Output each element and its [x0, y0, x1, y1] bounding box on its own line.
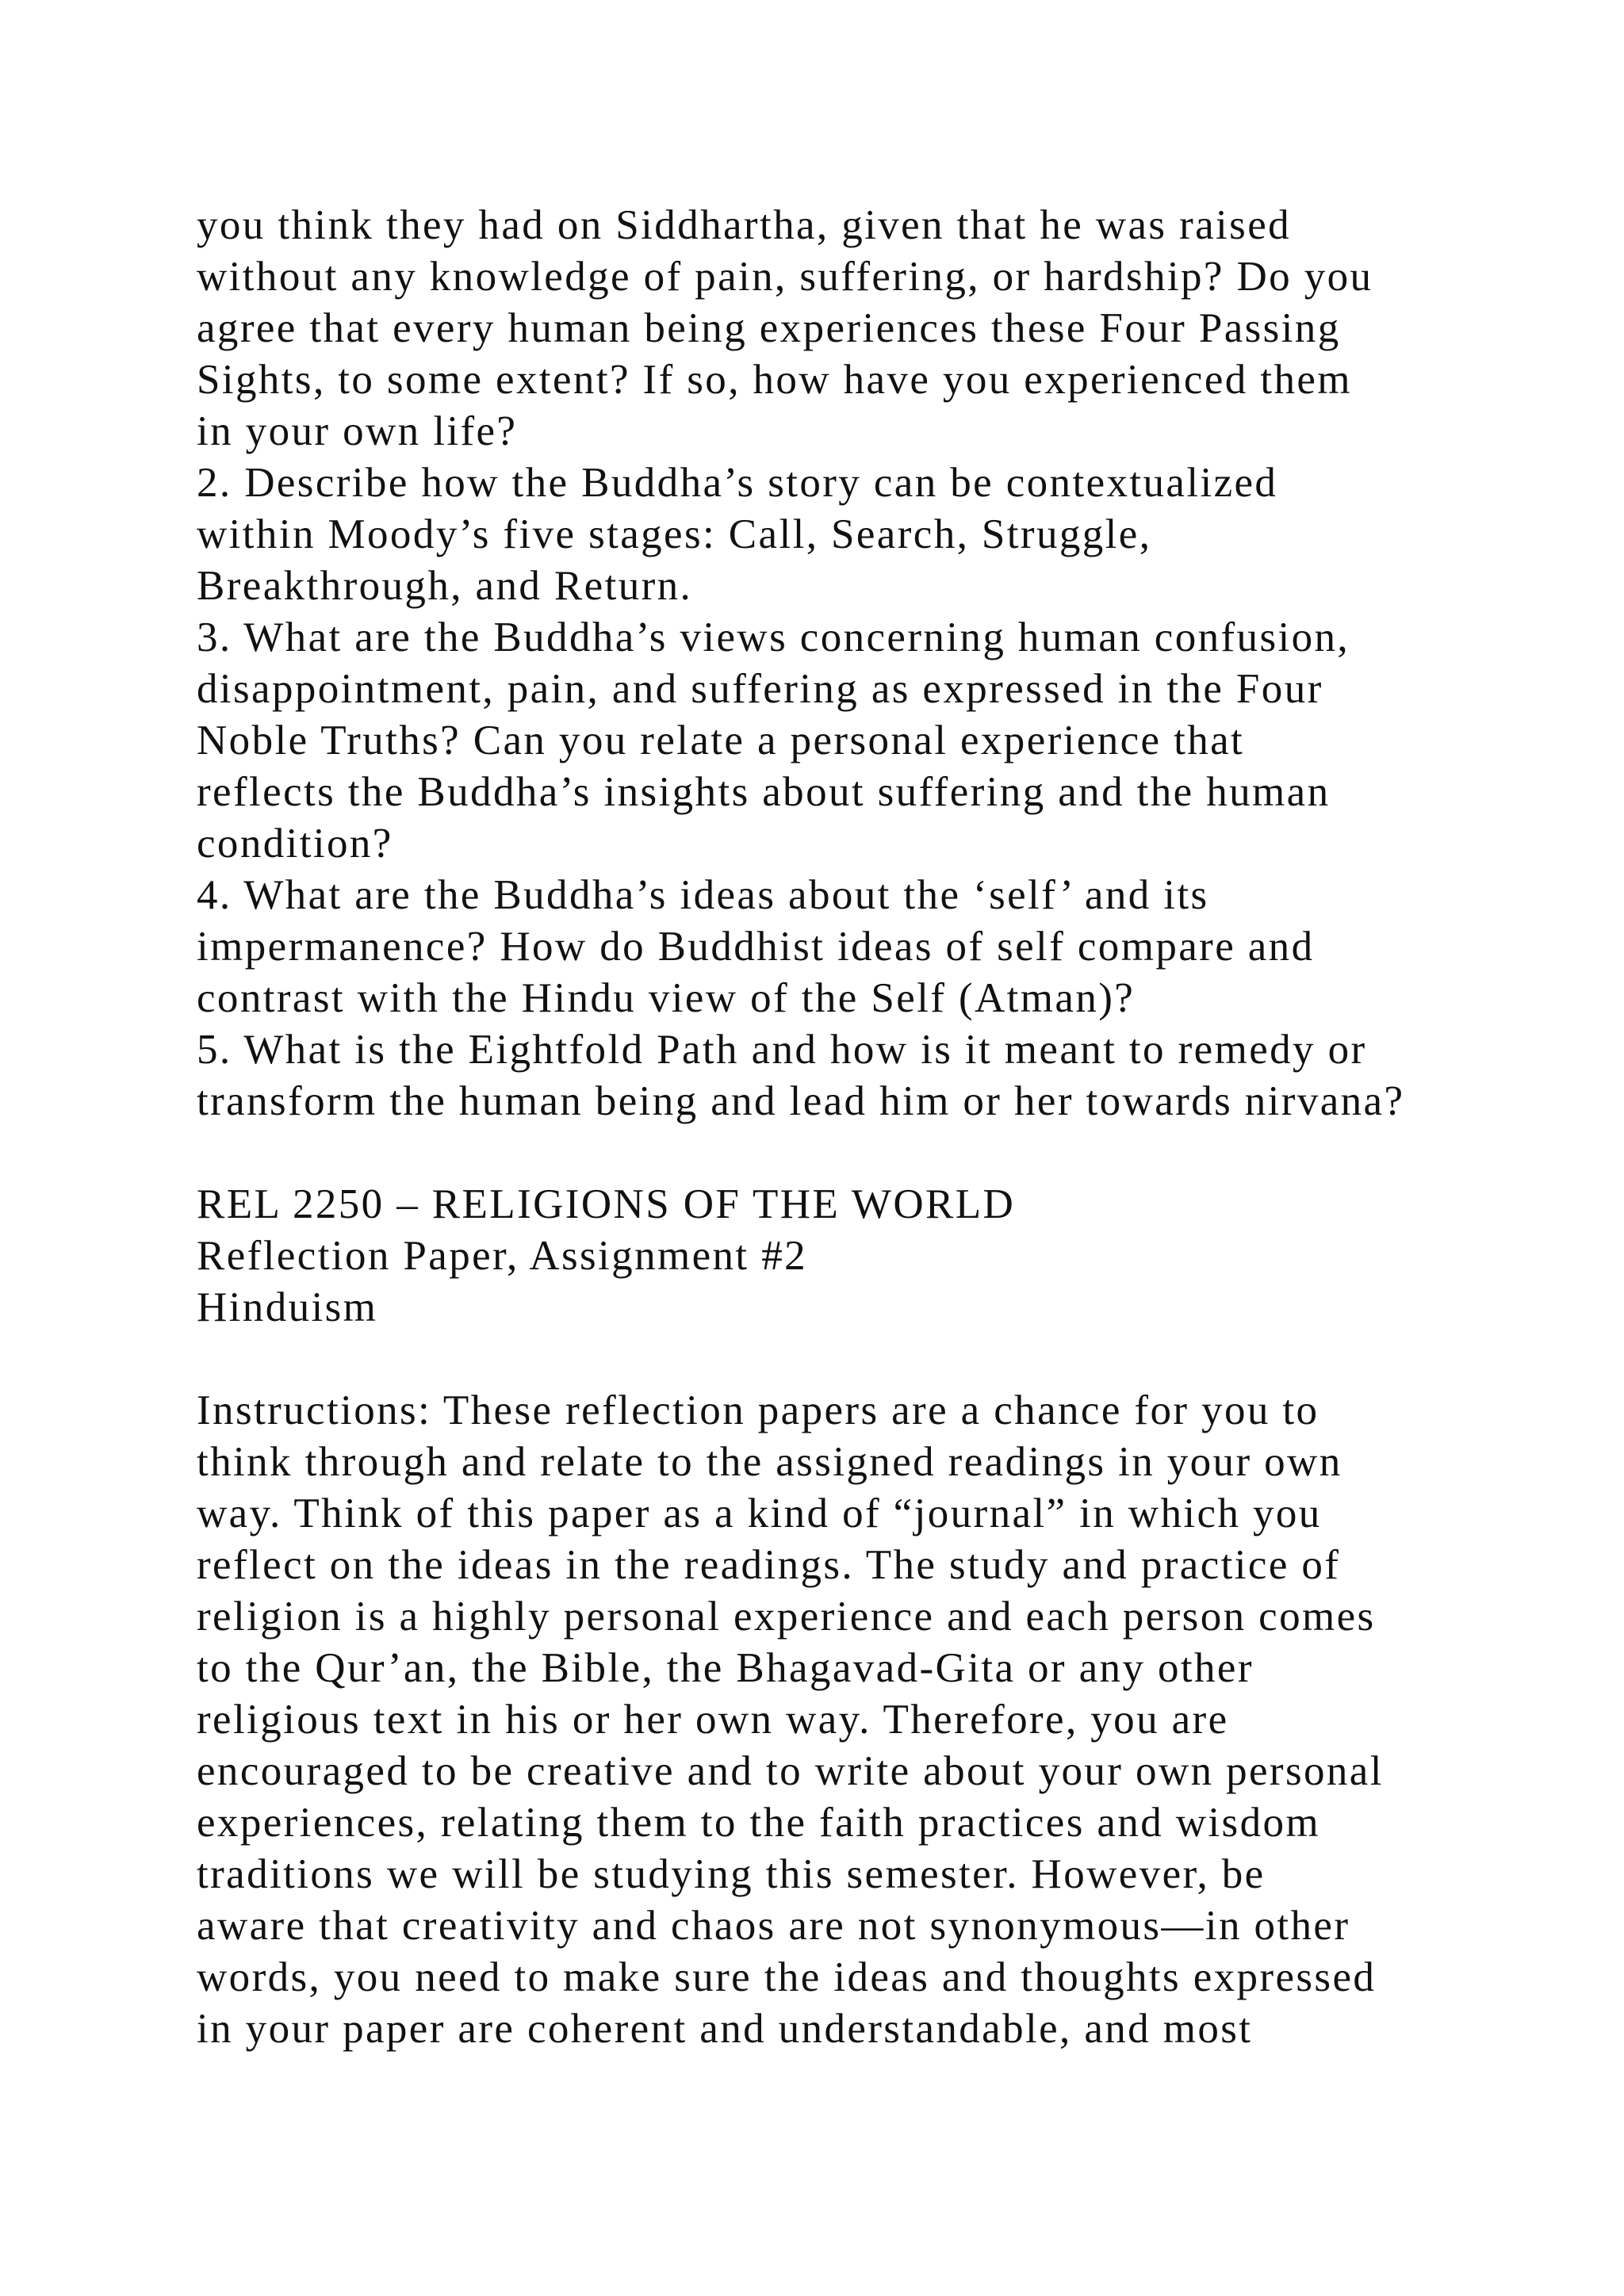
text-line: in your own life? — [197, 408, 518, 454]
text-line: reflects the Buddha’s insights about suffering and the human — [197, 769, 1331, 815]
assignment-header — [197, 1179, 1608, 1334]
questions-section — [197, 200, 1608, 1127]
text-line: aware that creativity and chaos are not synonymous—in other — [197, 1903, 1350, 1949]
text-line: Instructions: These reflection papers are a chance for you to — [197, 1387, 1320, 1433]
text-line: words, you need to make sure the ideas and thoughts expressed — [197, 1954, 1377, 2000]
text-line: think through and relate to the assigned readings in your own — [197, 1439, 1342, 1485]
paragraph-gap — [197, 1127, 1608, 1179]
text-line: experiences, relating them to the faith practices and wisdom — [197, 1800, 1321, 1846]
instructions-section — [197, 1385, 1608, 2055]
text-line: traditions we will be studying this semester. However, be — [197, 1851, 1266, 1897]
text-line: contrast with the Hindu view of the Self (Atman)? — [197, 975, 1136, 1021]
question-5-line: 5. What is the Eightfold Path and how is it meant to remedy or — [197, 1027, 1367, 1073]
text-line: Noble Truths? Can you relate a personal experience that — [197, 718, 1245, 763]
text-line: encouraged to be creative and to write about your own personal — [197, 1748, 1384, 1794]
text-line: reflect on the ideas in the readings. The study and practice of — [197, 1542, 1341, 1588]
text-line: religion is a highly personal experience and each person comes — [197, 1594, 1376, 1640]
text-line: within Moody’s five stages: Call, Search, Struggle, — [197, 511, 1152, 557]
text-line: way. Think of this paper as a kind of “journal” in which you — [197, 1490, 1322, 1536]
text-line: to the Qur’an, the Bible, the Bhagavad-Gita or any other — [197, 1645, 1254, 1691]
paragraph-gap — [197, 1334, 1608, 1385]
text-line: you think they had on Siddhartha, given that he was raised — [197, 202, 1292, 248]
text-line: Breakthrough, and Return. — [197, 563, 693, 609]
text-line: disappointment, pain, and suffering as expressed in the Four — [197, 666, 1323, 712]
text-line: without any knowledge of pain, suffering, or hardship? Do you — [197, 254, 1373, 300]
question-3-line: 3. What are the Buddha’s views concerning human confusion, — [197, 614, 1350, 660]
course-title: REL 2250 – RELIGIONS OF THE WORLD — [197, 1181, 1016, 1227]
text-line: condition? — [197, 821, 393, 867]
question-2-line: 2. Describe how the Buddha’s story can be contextualized — [197, 460, 1278, 506]
text-line: Sights, to some extent? If so, how have you experienced them — [197, 357, 1352, 403]
text-line: religious text in his or her own way. Therefore, you are — [197, 1697, 1229, 1743]
question-4-line: 4. What are the Buddha’s ideas about the ‘self’ and its — [197, 872, 1209, 918]
text-line: agree that every human being experiences these Four Passing — [197, 305, 1341, 351]
assignment-topic: Hinduism — [197, 1284, 378, 1330]
text-line: transform the human being and lead him or her towards nirvana? — [197, 1078, 1405, 1124]
document-page — [197, 200, 1608, 2055]
text-line: in your paper are coherent and understandable, and most — [197, 2006, 1253, 2052]
assignment-title: Reflection Paper, Assignment #2 — [197, 1233, 807, 1279]
text-line: impermanence? How do Buddhist ideas of self compare and — [197, 924, 1315, 970]
